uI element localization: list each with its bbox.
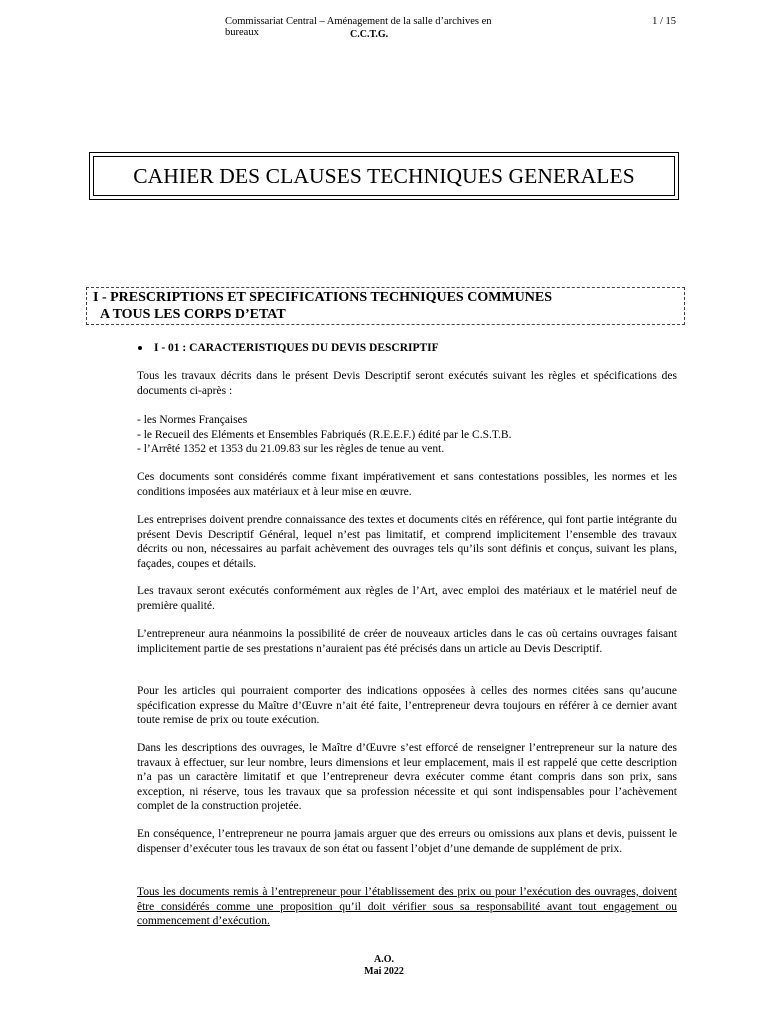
paragraph-text-underlined: Tous les documents remis à l’entrepreneur pour l’établissement des prix ou pour l’exécution des ouvrages, doivent être considérés comme une proposition qu’il doit vérifier sous sa responsabilité avant tout engagement ou commencement d’exécution. — [137, 886, 677, 927]
paragraph-text: Les travaux seront exécutés conformément aux règles de l’Art, avec emploi des matériaux et le matériel neuf de première qualité. — [137, 585, 677, 612]
bullet-icon — [138, 346, 142, 350]
section-heading-line2: A TOUS LES CORPS D’ETAT — [100, 306, 286, 322]
paragraph-text: L’entrepreneur aura néanmoins la possibilité de créer de nouveaux articles dans le cas où certains ouvrages faisant implicitement partie de ses prestations n’auraient pas été précisés dans un article au Devis Descriptif. — [137, 628, 677, 655]
footer-line1: A.O. — [374, 954, 394, 965]
paragraph-documents-remis — [137, 885, 677, 929]
paragraph-text: En conséquence, l’entrepreneur ne pourra jamais arguer que des erreurs ou omissions aux plans et devis, puissent le dispenser d’exécuter tous les travaux de son état ou fassent l’objet d’une demande de supplément de prix. — [137, 828, 677, 855]
subsection-title: I - 01 : CARACTERISTIQUES DU DEVIS DESCRIPTIF — [154, 342, 439, 354]
page-number: 1 / 15 — [652, 16, 676, 27]
paragraph-text: Ces documents sont considérés comme fixant impérativement et sans contestations possibles, les normes et les conditions imposées aux matériaux et à leur mise en œuvre. — [137, 471, 677, 498]
document-title: CAHIER DES CLAUSES TECHNIQUES GENERALES — [133, 163, 635, 188]
header-subtitle: C.C.T.G. — [350, 29, 389, 40]
list-item: - les Normes Françaises — [137, 414, 248, 426]
section-heading-box — [86, 287, 685, 325]
paragraph-articles — [137, 627, 677, 656]
paragraph-intro — [137, 369, 677, 398]
paragraph-text: Dans les descriptions des ouvrages, le Maître d’Œuvre s’est efforcé de renseigner l’entrepreneur sur la nature des travaux à effectuer, sur leur nombre, leurs dimensions et leur emplacement, mais il est rappelé que cette description n’a pas un caractère limitatif et que l’entrepreneur devra exécuter comme étant compris dans son prix, sans exception, ni réserve, tous les travaux que sa profession nécessite et qui sont indispensables pour l’achèvement complet de la construction projetée. — [137, 742, 677, 812]
paragraph-consequence — [137, 827, 677, 856]
paragraph-entreprises — [137, 513, 677, 571]
paragraph-travaux — [137, 584, 677, 613]
document-title-inner-frame — [93, 156, 675, 196]
document-title-box — [89, 152, 679, 200]
list-item: - le Recueil des Eléments et Ensembles Fabriqués (R.E.E.F.) édité par le C.S.T.B. — [137, 428, 512, 441]
paragraph-descriptions — [137, 741, 677, 814]
paragraph-text: Les entreprises doivent prendre connaissance des textes et documents cités en référence, qui font partie intégrante du présent Devis Descriptif Général, lequel n’est pas limitatif, et comprend implicitement l’ensemble des travaux décrits ou non, nécessaires au parfait achèvement des ouvrages tels qu’ils sont définis et conçus, suivant les plans, façades, coupes et détails. — [137, 514, 677, 570]
list-item: - l’Arrêté 1352 et 1353 du 21.09.83 sur les règles de tenue au vent. — [137, 443, 445, 455]
paragraph-text: Pour les articles qui pourraient comporter des indications opposées à celles des normes citées sans qu’aucune spécification expresse du Maître d’Œuvre n’ait été faite, l’entrepreneur devra toujours en référer à ce dernier avant toute remise de prix ou toute exécution. — [137, 685, 677, 726]
reference-list — [137, 413, 677, 457]
footer-line2: Mai 2022 — [364, 966, 404, 977]
paragraph-text: Tous les travaux décrits dans le présent Devis Descriptif seront exécutés suivant les règles et spécifications des documents ci-après : — [137, 370, 677, 397]
subsection-heading — [138, 342, 439, 354]
paragraph-indications — [137, 684, 677, 728]
section-heading-line1: I - PRESCRIPTIONS ET SPECIFICATIONS TECHNIQUES COMMUNES — [93, 290, 552, 305]
paragraph-documents — [137, 470, 677, 499]
header-title: Commissariat Central – Aménagement de la salle d’archives en bureaux — [225, 16, 492, 38]
